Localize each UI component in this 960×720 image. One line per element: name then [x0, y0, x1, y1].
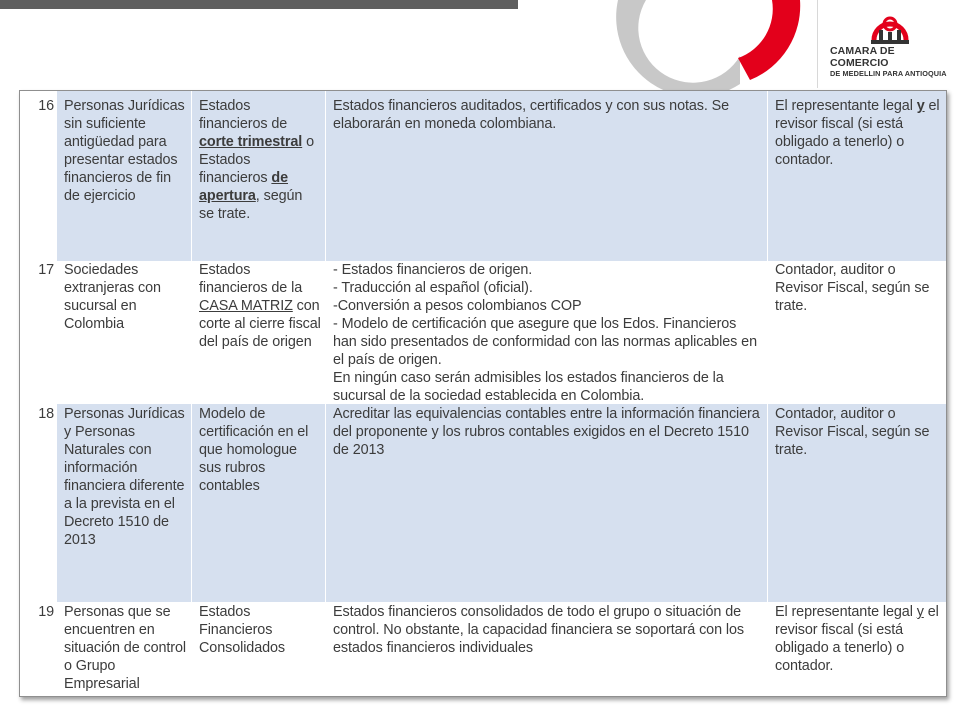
- brand-logo-text: [830, 45, 956, 78]
- brand-line-2: DE MEDELLIN PARA ANTIOQUIA: [830, 69, 947, 78]
- signatory: Contador, auditor o Revisor Fiscal, según se trate.: [775, 262, 930, 314]
- table-row: [20, 404, 946, 602]
- gray-arc: [616, 0, 740, 90]
- row-number: 16: [38, 98, 54, 114]
- requirement-line: -Conversión a pesos colombianos COP: [333, 298, 582, 314]
- requirements-table: [19, 90, 947, 697]
- document-required: Estados financieros de la CASA MATRIZ con corte al cierre fiscal del país de origen: [199, 262, 321, 350]
- table-row: [20, 602, 946, 696]
- document-required: Modelo de certificación en el que homologue sus rubros contables: [199, 406, 309, 494]
- requirement-detail: Estados financieros auditados, certificados y con sus notas. Se elaborarán en moneda colombiana.: [333, 98, 730, 132]
- red-arc: [738, 0, 800, 80]
- requirement-line: En ningún caso serán admisibles los estados financieros de la sucursal de la sociedad establecida en Colombia.: [333, 370, 724, 404]
- chamber-logo-icon: [868, 10, 912, 46]
- document-required: Estados financieros de corte trimestral o Estados financieros de apertura, según se trate.: [199, 98, 314, 222]
- document-required: Estados Financieros Consolidados: [199, 604, 286, 656]
- row-number: 19: [38, 604, 54, 620]
- row-number: 17: [38, 262, 54, 278]
- signatory: El representante legal y el revisor fiscal (si está obligado a tenerlo) o contador.: [775, 98, 940, 168]
- requirement-detail: [333, 261, 763, 405]
- requirement-detail: Estados financieros consolidados de todo el grupo o situación de control. No obstante, la capacidad financiera se soportará con los estados financieros individuales: [333, 604, 744, 656]
- signatory: El representante legal y el revisor fiscal (si está obligado a tenerlo) o contador.: [775, 604, 939, 674]
- top-accent-bar: [0, 0, 518, 9]
- table-row: [20, 261, 946, 404]
- requirement-detail: Acreditar las equivalencias contables entre la información financiera del proponente y los rubros contables exigidos en el Decreto 1510 de 2013: [333, 406, 760, 458]
- signatory: Contador, auditor o Revisor Fiscal, según se trate.: [775, 406, 930, 458]
- row-number: 18: [38, 406, 54, 422]
- requirement-line: - Modelo de certificación que asegure que los Edos. Financieros han sido presentados de conformidad con las normas aplicables en el país de origen.: [333, 316, 757, 368]
- table-row: [20, 91, 946, 261]
- brand-line-1: CAMARA DE COMERCIO: [830, 45, 895, 69]
- decorative-arcs: [600, 0, 815, 90]
- logo-separator: [817, 0, 818, 88]
- entity-type: Personas que se encuentren en situación de control o Grupo Empresarial: [64, 604, 186, 692]
- requirement-line: - Traducción al español (oficial).: [333, 280, 533, 296]
- entity-type: Sociedades extranjeras con sucursal en Colombia: [64, 262, 161, 332]
- entity-type: Personas Jurídicas y Personas Naturales con información financiera diferente a la prevista en el Decreto 1510 de 2013: [64, 406, 185, 548]
- requirement-line: - Estados financieros de origen.: [333, 262, 533, 278]
- entity-type: Personas Jurídicas sin suficiente antigüedad para presentar estados financieros de fin de ejercicio: [64, 98, 185, 204]
